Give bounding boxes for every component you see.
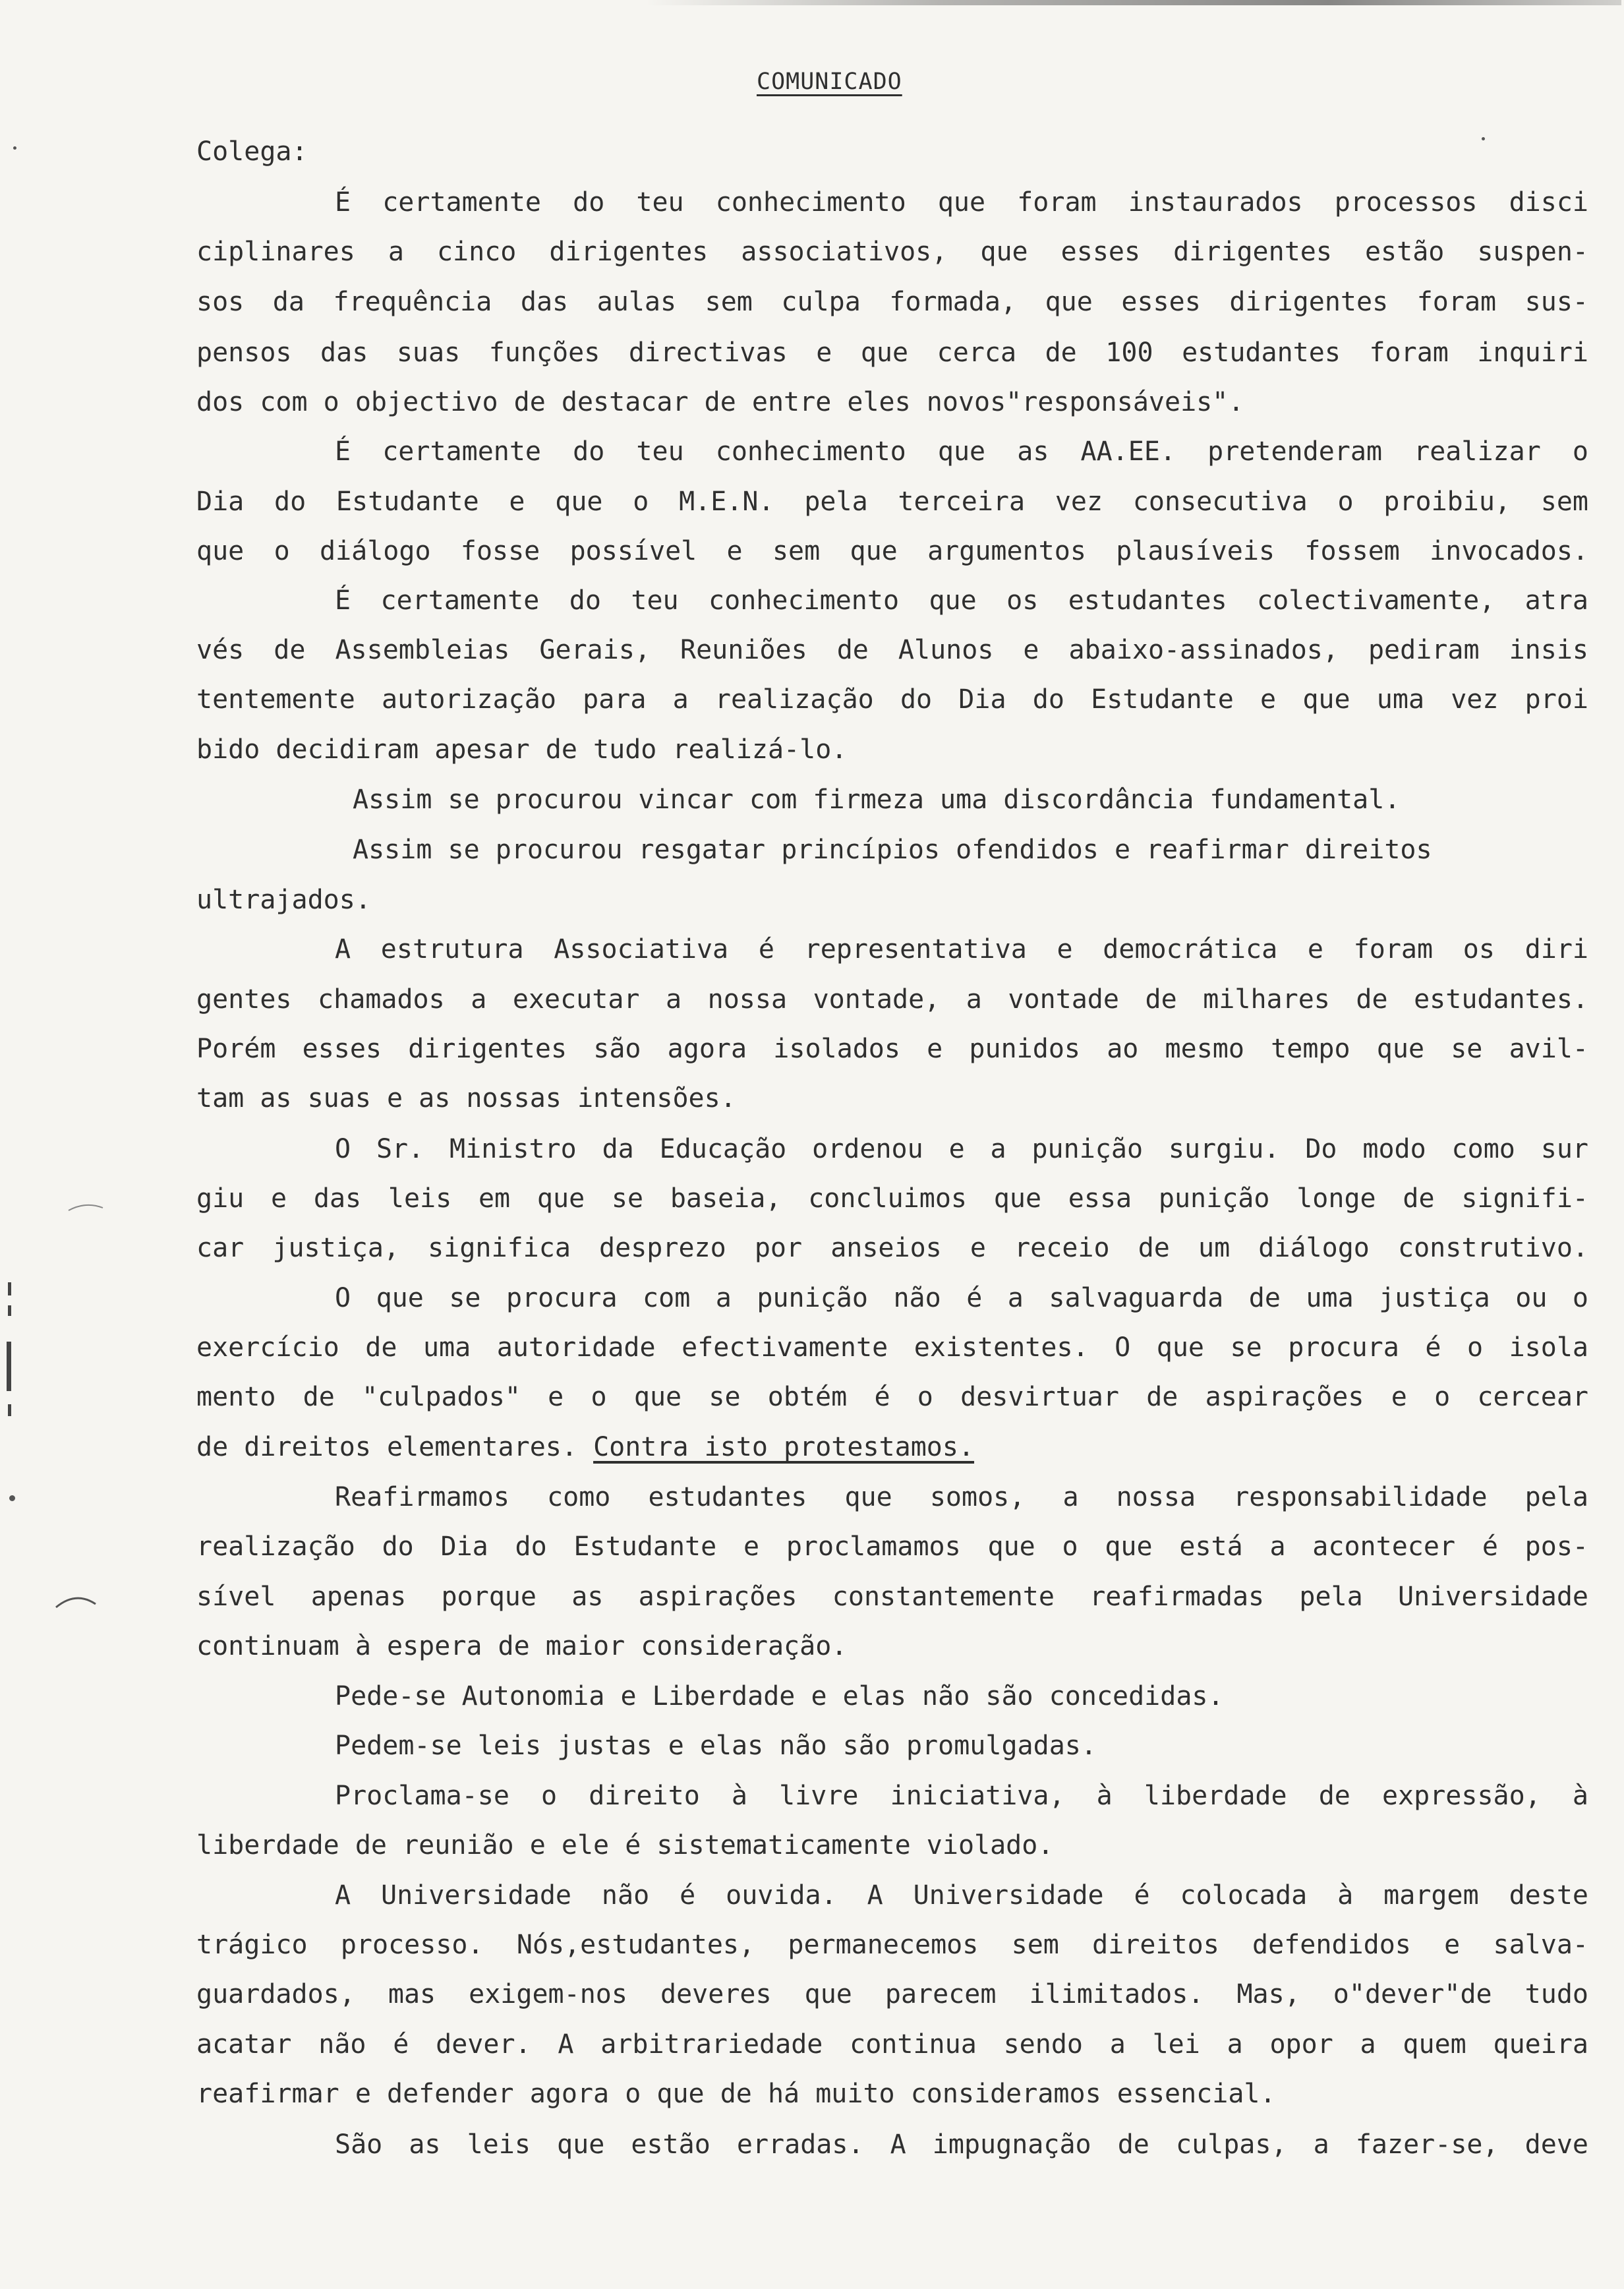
line-text: Assim se procurou vincar com firmeza uma discordância fundamental. — [353, 785, 1401, 815]
line-text: Dia do Estudante e que o M.E.N. pela terceira vez consecutiva o proibiu, sem — [196, 487, 1588, 517]
line-text: É certamente do teu conhecimento que as AA.EE. pretenderam realizar o — [335, 436, 1588, 467]
text-line — [196, 733, 1588, 766]
line-text: O que se procura com a punição não é a salvaguarda de uma justiça ou o — [335, 1283, 1588, 1313]
text-line — [335, 1779, 1588, 1812]
line-text: Porém esses dirigentes são agora isolados e punidos ao mesmo tempo que se avil- — [196, 1034, 1588, 1064]
line-text: sos da frequência das aulas sem culpa formada, que esses dirigentes foram sus- — [196, 287, 1588, 317]
line-text: gentes chamados a executar a nossa vontade, a vontade de milhares de estudantes. — [196, 984, 1588, 1015]
scan-speck — [13, 146, 16, 150]
line-text: A Universidade não é ouvida. A Universidade é colocada à margem deste — [335, 1880, 1588, 1911]
line-text: Pedem-se leis justas e elas não são promulgadas. — [335, 1731, 1097, 1761]
page-title: COMUNICADO — [757, 69, 902, 95]
text-line — [196, 1082, 1588, 1115]
line-text: acatar não é dever. A arbitrariedade continua sendo a lei a opor a quem queira — [196, 2029, 1588, 2060]
line-text: liberdade de reunião e ele é sistematicamente violado. — [196, 1830, 1054, 1860]
text-line — [196, 1331, 1588, 1364]
line-text: Pede-se Autonomia e Liberdade e elas não são concedidas. — [335, 1681, 1224, 1711]
line-text: guardados, mas exigem-nos deveres que parecem ilimitados. Mas, o"dever"de tudo — [196, 1979, 1588, 2009]
scan-speck — [9, 1495, 15, 1501]
line-text: mento de "culpados" e o que se obtém é o desvirtuar de aspirações e o cercear — [196, 1382, 1588, 1412]
text-line — [335, 186, 1588, 219]
text-line — [335, 1680, 1588, 1713]
line-text: O Sr. Ministro da Educação ordenou e a punição surgiu. Do modo como sur — [335, 1134, 1588, 1164]
line-text: car justiça, significa desprezo por anseios e receio de um diálogo construtivo. — [196, 1233, 1588, 1263]
text-line — [196, 2028, 1588, 2061]
line-text: A estrutura Associativa é representativa e democrática e foram os diri — [335, 934, 1588, 965]
text-line — [196, 1978, 1588, 2011]
text-line — [353, 783, 1588, 816]
text-line — [196, 983, 1588, 1016]
text-line — [196, 1829, 1588, 1862]
line-text: bido decidiram apesar de tudo realizá-lo. — [196, 734, 848, 765]
line-text: vés de Assembleias Gerais, Reuniões de Alunos e abaixo-assinados, pediram insis — [196, 635, 1588, 665]
text-line — [196, 2077, 1588, 2110]
scan-edge-top — [646, 0, 1621, 5]
text-line — [335, 1729, 1588, 1762]
text-line — [335, 2128, 1588, 2161]
scan-arc — [53, 1588, 99, 1614]
line-text: realização do Dia do Estudante e proclamamos que o que está a acontecer é pos- — [196, 1531, 1588, 1562]
text-line — [335, 933, 1588, 966]
text-line — [335, 1879, 1588, 1912]
line-text: Assim se procurou resgatar princípios ofendidos e reafirmar direitos — [353, 835, 1432, 865]
line-text: ciplinares a cinco dirigentes associativos, que esses dirigentes estão suspen- — [196, 237, 1588, 267]
text-line — [196, 683, 1588, 716]
line-text: continuam à espera de maior consideração. — [196, 1631, 848, 1661]
text-line — [196, 386, 1588, 419]
text-line — [196, 1530, 1588, 1563]
line-text: Colega: — [196, 136, 308, 167]
line-text: exercício de uma autoridade efectivamente existentes. O que se procura é o isola — [196, 1332, 1588, 1363]
line-text: que o diálogo fosse possível e sem que argumentos plausíveis fossem invocados. — [196, 536, 1588, 566]
text-line — [335, 1282, 1588, 1315]
line-text: trágico processo. Nós,estudantes, permanecemos sem direitos defendidos e salva- — [196, 1930, 1588, 1960]
text-line — [196, 634, 1588, 667]
text-line — [335, 584, 1588, 617]
text-line — [196, 336, 1588, 369]
scan-arc — [66, 1199, 105, 1214]
text-line — [353, 833, 1588, 866]
line-text: reafirmar e defender agora o que de há muito consideramos essencial. — [196, 2079, 1276, 2109]
line-text: É certamente do teu conhecimento que os estudantes colectivamente, atra — [335, 585, 1588, 616]
text-line — [196, 1630, 1588, 1663]
line-text: tam as suas e as nossas intensões. — [196, 1083, 736, 1114]
line-text: Proclama-se o direito à livre iniciativa, à liberdade de expressão, à — [335, 1781, 1588, 1811]
scan-mark — [8, 1305, 11, 1316]
text-line — [335, 1133, 1588, 1166]
text-line — [196, 1232, 1588, 1264]
line-text: de direitos elementares. — [196, 1432, 577, 1462]
text-line — [335, 435, 1588, 468]
text-line — [196, 1381, 1588, 1413]
scan-mark — [7, 1342, 11, 1391]
line-text: giu e das leis em que se baseia, concluimos que essa punição longe de signifi- — [196, 1183, 1588, 1214]
line-text: ultrajados. — [196, 885, 371, 915]
line-text: sível apenas porque as aspirações constantemente reafirmadas pela Universidade — [196, 1582, 1588, 1612]
text-line — [196, 135, 1588, 168]
text-line — [196, 285, 1588, 318]
line-text: tentemente autorização para a realização do Dia do Estudante e que uma vez proi — [196, 684, 1588, 715]
text-line — [196, 485, 1588, 518]
text-line — [335, 1481, 1588, 1514]
line-text: Reafirmamos como estudantes que somos, a nossa responsabilidade pela — [335, 1482, 1588, 1512]
text-line — [196, 1032, 1588, 1065]
text-line — [196, 883, 1588, 916]
text-line — [196, 1928, 1588, 1961]
scan-speck — [1482, 137, 1485, 140]
line-text: São as leis que estão erradas. A impugnação de culpas, a fazer-se, deve — [335, 2129, 1588, 2160]
text-line — [196, 1182, 1588, 1215]
text-line — [196, 235, 1588, 268]
underlined-text: Contra isto protestamos. — [593, 1432, 975, 1462]
text-line — [196, 535, 1588, 568]
line-text: É certamente do teu conhecimento que foram instaurados processos disci — [335, 187, 1588, 218]
text-line — [196, 1431, 1588, 1464]
text-line — [196, 1580, 1588, 1613]
scan-mark — [8, 1404, 11, 1416]
line-text: pensos das suas funções directivas e que cerca de 100 estudantes foram inquiri — [196, 338, 1588, 368]
scan-mark — [8, 1282, 11, 1295]
line-text: dos com o objectivo de destacar de entre eles novos"responsáveis". — [196, 387, 1244, 417]
